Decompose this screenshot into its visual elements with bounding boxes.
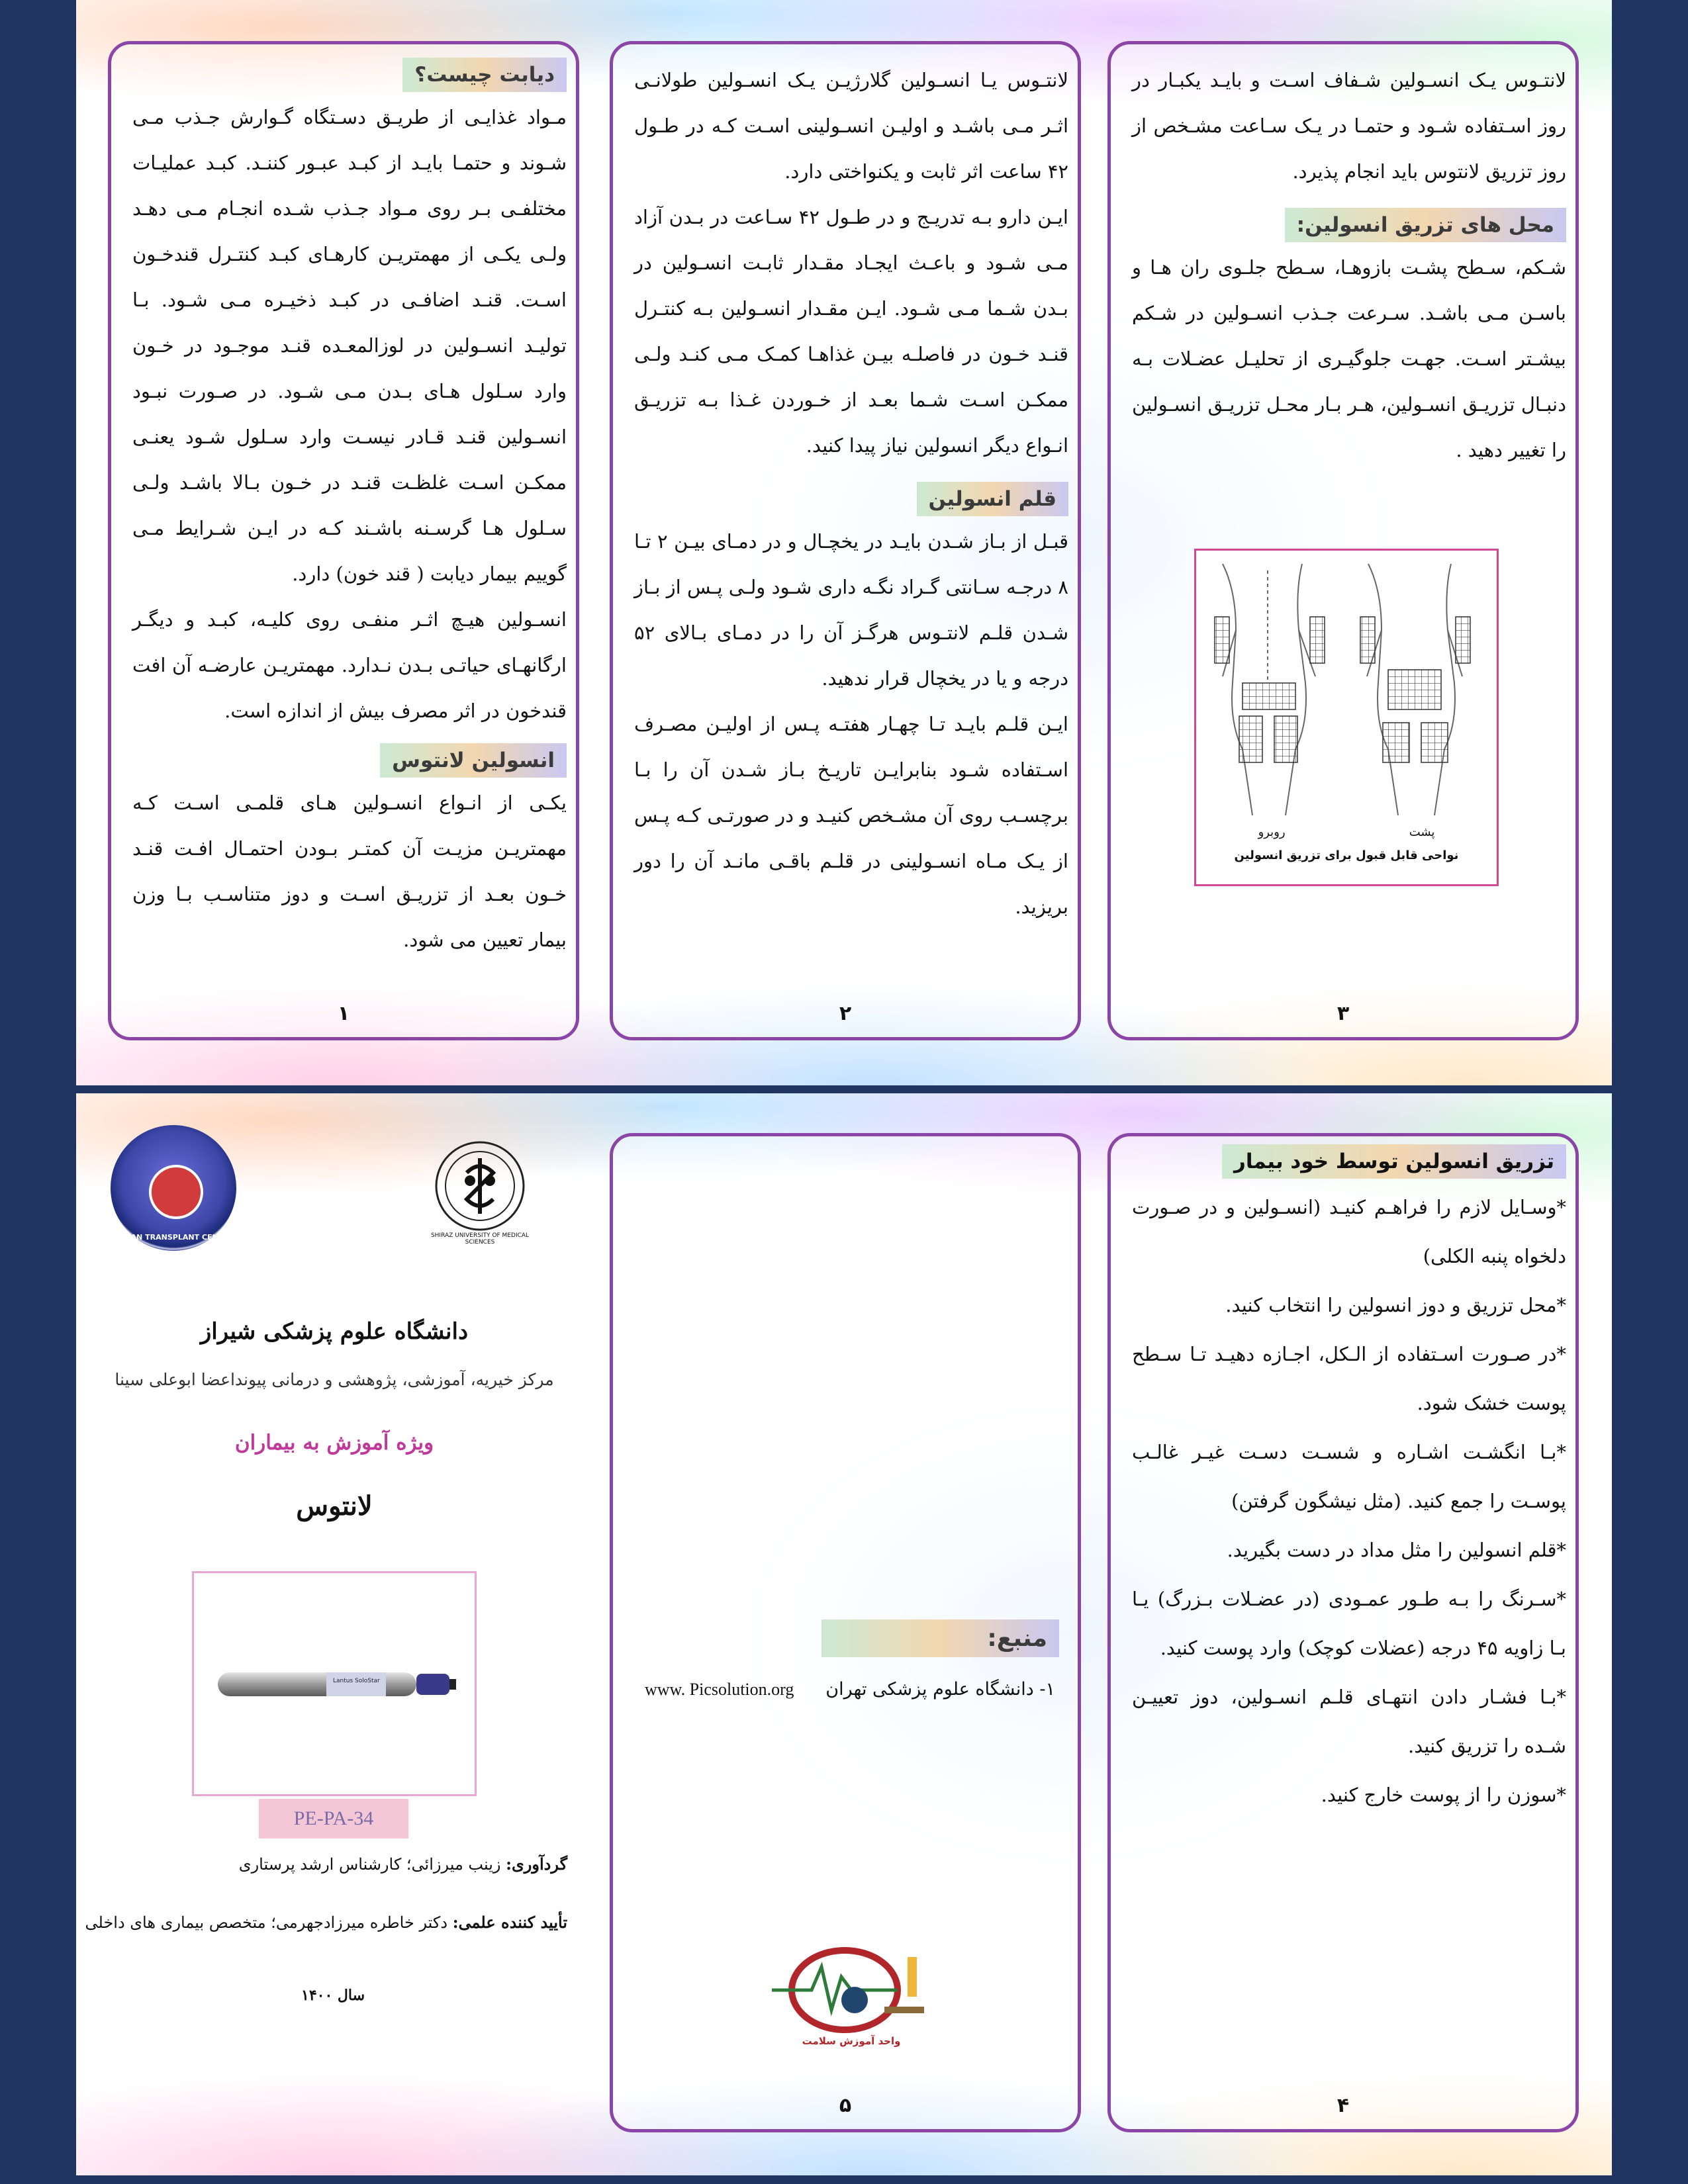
document-code-badge [259,1799,408,1839]
list-item: *قلم انسولین را مثل مداد در دست بگیرید. [1227,1539,1566,1561]
approver-label: تأیید کننده علمی: [452,1913,567,1932]
organ-transplant-center-logo [111,1125,236,1251]
center-name: مرکز خیریه، آموزشی، پژوهشی و درمانی پیونداعضا ابوعلی سینا [115,1370,554,1389]
compiler-label: گردآوری: [506,1854,567,1874]
brochure-outer-sheet [76,1093,1612,2175]
publication-year: سال ۱۴۰۰ [301,1987,365,2004]
list-item: *بـا فشـار دادن انتهـای قلـم انسـولین، دوز تعییـن شـده را تزریق کنید. [1132,1686,1566,1757]
page-number: ۵ [839,2094,852,2117]
panel-page-1 [108,41,579,1040]
label-front: روبرو [1258,825,1286,839]
cover-panel [76,1093,592,2175]
source-reference: ۱- دانشگاه علوم پزشکی تهران [825,1679,1055,1700]
paragraph-lantus-glargine: لانتـوس یـا انسـولین گلارژیـن یـک انسـولین طولانـی اثـر مـی باشـد و اولیـن انسـولینی اسـت کـه در طـول ۴۲ ساعت اثر ثابت و یکنواختی دارد. [634,69,1068,183]
list-item: *وسـایل لازم را فراهـم کنیـد (انسـولین و در صـورت دلخواه پنبه الکلی) [1132,1196,1566,1267]
paragraph-lantus-once-daily: لانتـوس یـک انسـولین شـفاف اسـت و بایـد یکبـار در روز اسـتفاده شـود و حتمـا در یـک سـاعت مشـخص از روز تزریق لانتوس باید انجام پذیرد. [1132,69,1566,183]
cover-subtitle: ویژه آموزش به بیماران [234,1431,434,1455]
heading-self-injection: تزریق انسولین توسط خود بیمار [1222,1144,1566,1179]
self-injection-steps [1132,1183,1566,1819]
lantus-pen-icon [194,1573,475,1794]
paragraph-diabetes: مـواد غذایـی از طریـق دسـتگاه گـوارش جـذب مـی شـوند و حتمـا بایـد از کبـد عبـور کننـد. کبـد عملیـات مختلفـی بـر روی مـواد جـذب شـده انجـام مـی دهـد ولـی یکـی از مهمتریـن کارهـای کبـد کنتـرل قندخـون اسـت. قنـد اضافـی در کبـد ذخیـره مـی شـود. بـا تولیـد انسـولین در لوزالمعـده قنـد موجـود در خـون وارد سـلول هـای بـدن مـی شـود. در صـورت نبـود انسـولین قنـد قـادر نیسـت وارد سـلول شـود یعنـی ممکـن اسـت غلظـت قنـد در خـون بـالا باشـد ولـی سـلول هـا گرسـنه باشـند کـه در ایـن شـرایط مـی گوییم بیمار دیابت ( قند خون) دارد. [132,106,567,585]
page-number: ۱ [337,1002,350,1025]
list-item: *محل تزریق و دوز انسولین را انتخاب کنید. [1225,1294,1566,1316]
heading-source: منبع: [821,1619,1059,1657]
page-number: ۴ [1336,2094,1350,2117]
university-name: دانشگاه علوم پزشکی شیراز [200,1318,469,1345]
university-ring-text: SHIRAZ UNIVERSITY OF MEDICAL SCIENCES [430,1232,530,1246]
paragraph-insulin-effects: انسـولین هیـچ اثـر منفـی روی کلیـه، کبـد و دیگـر ارگانهـای حیاتـی بـدن نـدارد. مهمتریـن عارضـه آن افت قندخون در اثر مصرف بیش از اندازه است. [132,608,567,722]
list-item: *در صـورت اسـتفاده از الـکل، اجـازه دهیـد تـا سـطح پوست خشک شود. [1132,1343,1566,1414]
label-back: پشت [1409,825,1435,839]
cover-title: لانتوس [296,1490,373,1522]
university-emblem-icon [434,1140,526,1232]
compiler-name: زینب میرزائی؛ کارشناس ارشد پرستاری [238,1855,501,1874]
list-item: *بـا انگشـت اشـاره و شسـت دسـت غیـر غالـب پوسـت را جمع کنید. (مثل نیشگون گرفتن) [1132,1441,1566,1512]
list-item: *سوزن را از پوست خارج کنید. [1321,1784,1566,1806]
panel-page-4 [1107,1133,1579,2132]
page-number: ۳ [1336,1002,1350,1025]
heading-lantus-insulin: انسولین لانتوس [380,743,567,778]
paragraph-lantus-pen: یکـی از انـواع انسـولین هـای قلمـی اسـت کـه مهمتریـن مزیـت آن کمتـر بـودن احتمـال افـت قنـد خـون بعـد از تزریـق اسـت و دوز متناسـب بـا وزن بیمار تعیین می شود. [132,792,567,951]
figure-caption: نواحی قابل قبول برای تزریق انسولین [1234,848,1459,862]
health-education-unit-logo [765,1937,937,2050]
pen-label: Lantus SoloStar [333,1678,380,1684]
list-item: *سـرنگ را بـه طـور عمـودی (در عضـلات بـزرگ) یـا بـا زاویه ۴۵ درجه (عضلات کوچک) وارد پوست کنید. [1132,1588,1566,1659]
heading-insulin-pen: قلم انسولین [917,482,1069,516]
paragraph-pen-usage-period: ایـن قلـم بایـد تـا چهـار هفتـه پـس از اولیـن مصـرف اسـتفاده شـود بنابرایـن تاریـخ بـاز شـدن آن را بـا برچسـب روی آن مشـخص کنیـد و در صورتـی کـه پـس از یـک مـاه انسـولینی در قلـم باقـی مانـد آن را دور بریزید. [634,713,1068,918]
logo-ring-text: ORGAN TRANSPLANT CENTER [113,1233,234,1242]
document-code: PE-PA-34 [293,1807,374,1829]
body-diagram-icon [1196,551,1497,829]
heading-injection-sites: محل های تزریق انسولین: [1285,208,1566,242]
panel-page-3 [1107,41,1579,1040]
paragraph-slow-release: ایـن دارو بـه تدریـج و در طـول ۴۲ سـاعت در بـدن آزاد مـی شـود و باعـث ایجـاد مقـدار ثابـت انسـولین در بـدن شـما مـی شـود. ایـن مقـدار انسـولین بـه کنتـرل قنـد خـون در فاصلـه بیـن غذاهـا کمـک مـی کنـد ولـی ممکـن اسـت شـما بعـد از خـوردن غـذا بـه تزریـق انـواع دیگر انسولین نیاز پیدا کنید. [634,206,1068,457]
heading-what-is-diabetes: دیابت چیست؟ [402,58,567,92]
approver-line [85,1913,568,1932]
paragraph-pen-storage: قبـل از بـاز شـدن بایـد در یخچـال و در دمـای بیـن ۲ تـا ۸ درجـه سـانتی گـراد نگـه داری شـود ولـی پـس از بـاز شـدن قلـم لانتـوس هرگـز آن را در دمـای بـالای ۵۲ درجه و یا در یخچال قرار ندهید. [634,530,1069,690]
source-url: www. Picsolution.org [645,1680,794,1699]
brochure-inner-sheet [76,0,1612,1085]
panel-page-2 [610,41,1081,1040]
insulin-pen-image [192,1571,477,1796]
injection-sites-figure [1194,549,1499,886]
paragraph-injection-sites: شـکم، سـطح پشـت بازوهـا، سـطح جلـوی ران هـا و باسـن مـی باشـد. سـرعت جـذب انسـولین در شـکم بیشـتر اسـت. جهـت جلوگیـری از تحلیـل عضـلات بـه دنبـال تزریـق انسـولین، هـر بـار محـل تزریـق انسـولین را تغییر دهید . [1132,256,1566,461]
page-number: ۲ [839,1002,852,1025]
approver-name: دکتر خاطره میرزادجهرمی؛ متخصص بیماری های داخلی [85,1913,448,1932]
logo-caption: واحد آموزش سلامت [802,2035,901,2047]
source-row [645,1679,1055,1700]
shiraz-university-logo [430,1140,530,1246]
compiler-line [239,1854,567,1874]
apple-heartbeat-icon [765,1937,937,2036]
panel-page-5 [610,1133,1081,2132]
